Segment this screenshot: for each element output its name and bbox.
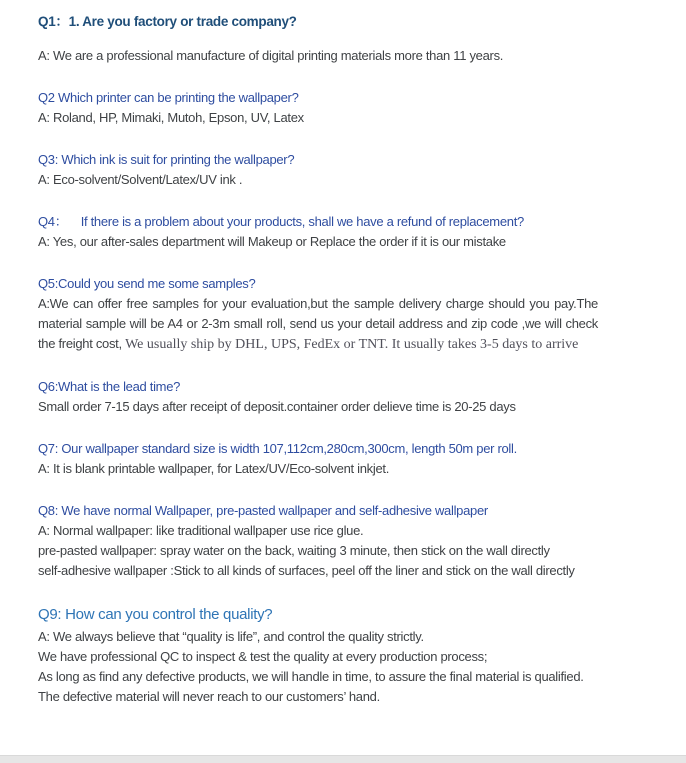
question-heading-q5: Q5:Could you send me some samples? [38,276,256,291]
answer-paragraph [38,541,598,561]
answer-paragraph [38,561,598,581]
answer-paragraph [38,459,598,479]
faq-item-q2 [38,88,598,128]
question-heading-q6: Q6:What is the lead time? [38,379,181,394]
answer-paragraph [38,521,598,541]
question-heading-q8: Q8: We have normal Wallpaper, pre-pasted wallpaper and self-adhesive wallpaper [38,503,488,518]
bottom-scrollbar-track[interactable] [0,755,686,763]
answer-paragraph [38,46,598,66]
answer-text-serif: We usually ship by DHL, UPS, FedEx or TNT. It usually takes 3-5 days to arrive [125,337,579,352]
answer-text: A: Eco-solvent/Solvent/Latex/UV ink . [38,172,243,187]
answer-text: A: Yes, our after-sales department will Makeup or Replace the order if it is our mistake [38,234,506,249]
question-heading-q2: Q2 Which printer can be printing the wallpaper? [38,90,299,105]
faq-item-q6 [38,377,598,417]
faq-item-q7 [38,439,598,479]
answer-paragraph [38,108,598,128]
faq-list [38,12,598,729]
answer-paragraph [38,170,598,190]
answer-text: A: Roland, HP, Mimaki, Mutoh, Epson, UV, Latex [38,110,304,125]
faq-item-q3 [38,150,598,190]
answer-text: self-adhesive wallpaper :Stick to all kinds of surfaces, peel off the liner and stick on the wall directly [38,563,575,578]
answer-text: A: We always believe that “quality is life”, and control the quality strictly. [38,629,424,644]
faq-item-q4 [38,212,598,252]
faq-item-q1 [38,12,598,66]
faq-item-q5 [38,274,598,355]
question-heading-q1: Q1：1. Are you factory or trade company? [38,14,297,29]
question-heading-q4: Q4： If there is a problem about your products, shall we have a refund of replacement? [38,214,524,229]
question-heading-q7: Q7: Our wallpaper standard size is width 107,112cm,280cm,300cm, length 50m per roll. [38,441,517,456]
faq-item-q8 [38,501,598,581]
answer-text: A:We can offer free samples for your evaluation,but the sample delivery charge should you pay.The material sample will be A4 or 2-3m small roll, send us your detail address and zip code ,we will check the freight cost, [38,296,598,351]
answer-text: pre-pasted wallpaper: spray water on the back, waiting 3 minute, then stick on the wall directly [38,543,550,558]
answer-text: We have professional QC to inspect & test the quality at every production process; [38,649,488,664]
question-heading-q3: Q3: Which ink is suit for printing the wallpaper? [38,152,295,167]
answer-text: A: We are a professional manufacture of digital printing materials more than 11 years. [38,48,504,63]
answer-text: A: It is blank printable wallpaper, for Latex/UV/Eco-solvent inkjet. [38,461,390,476]
answer-text: Small order 7-15 days after receipt of deposit.container order delieve time is 20-25 days [38,399,516,414]
answer-paragraph [38,667,598,707]
answer-text: As long as find any defective products, we will handle in time, to assure the final material is qualified. The defective material will never reach to our customers’ hand. [38,669,584,704]
answer-paragraph [38,647,598,667]
faq-item-q9 [38,603,598,707]
answer-paragraph [38,627,598,647]
answer-paragraph [38,294,598,355]
answer-paragraph [38,397,598,417]
answer-text: A: Normal wallpaper: like traditional wallpaper use rice glue. [38,523,364,538]
question-heading-q9: Q9: How can you control the quality? [38,606,273,623]
answer-paragraph [38,232,598,252]
